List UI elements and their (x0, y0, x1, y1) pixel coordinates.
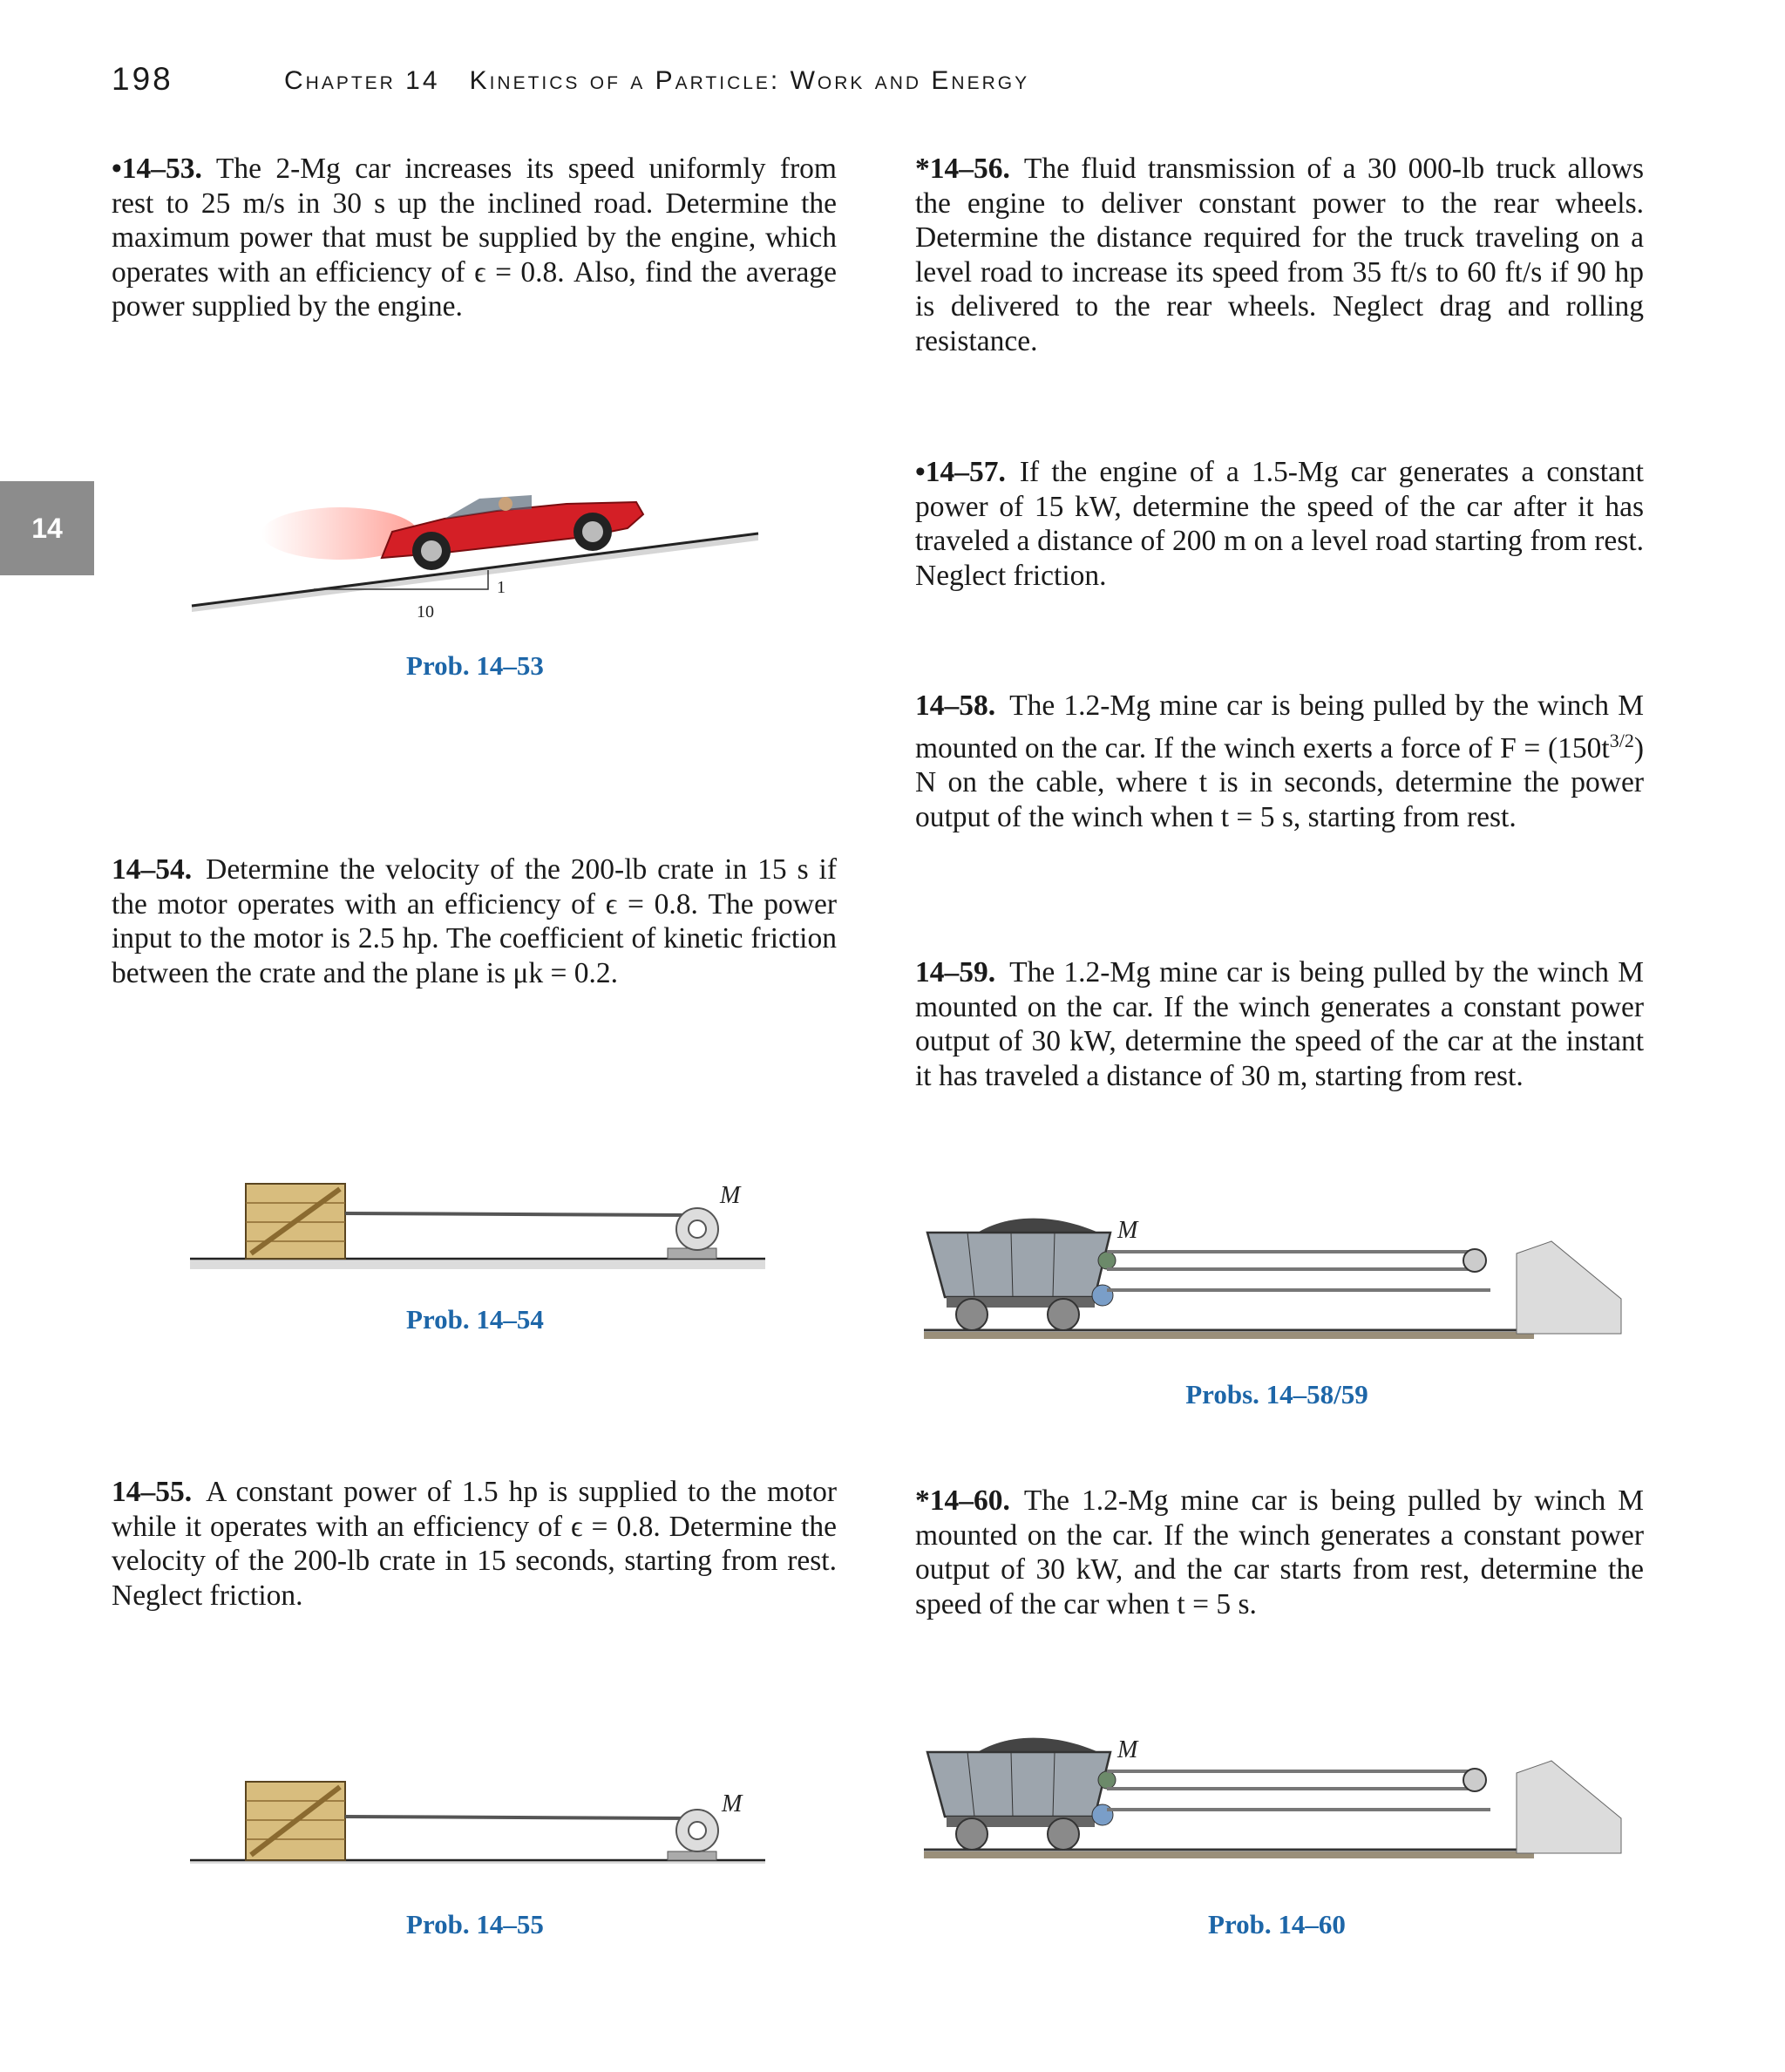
slope-rise-label: 1 (497, 578, 506, 597)
problem-number: 14–59. (915, 956, 996, 988)
page-header (0, 56, 1785, 108)
problem-14-60 (915, 1484, 1644, 1621)
problem-text: The 1.2-Mg mine car is being pulled by winch M mounted on the car. If the winch generates a constant power output of 30 kW, and the car starts from rest, determine the speed of the car when t = 5 s. (915, 1484, 1644, 1620)
problem-number: *14–60. (915, 1484, 1010, 1517)
mine-car (927, 1219, 1116, 1330)
motor-label: M (720, 1182, 741, 1209)
problem-text: The fluid transmission of a 30 000-lb truck allows the engine to deliver constant power to the rear wheels. Determine the distance required for the truck traveling on a level road to increase its speed from 35 ft/s to 60 ft/s if 90 hp is delivered to the rear wheels. Neglect drag and rolling resistance. (915, 153, 1644, 357)
problem-14-56 (915, 152, 1644, 359)
problem-text-b: ) N on the cable, where t is in seconds, determine the power output of the winch when t = 5 s, starting from rest. (915, 731, 1644, 833)
problem-number: 14–54. (112, 853, 193, 886)
winch-label: M (1117, 1217, 1138, 1244)
caption-14-55: Prob. 14–55 (406, 1909, 544, 1940)
figure-crate-motor-54 (190, 1177, 765, 1273)
problem-text: A constant power of 1.5 hp is supplied to the motor while it operates with an efficiency of ϵ = 0.8. Determine the velocity of the 200-lb crate in 15 seconds, starting from rest. Neglect friction. (112, 1476, 837, 1612)
problem-number: •14–53. (112, 153, 202, 185)
page-number: 198 (112, 61, 173, 97)
slope-run-label: 10 (417, 602, 434, 622)
problem-14-55 (112, 1475, 837, 1613)
problem-number: 14–58. (915, 690, 996, 722)
problem-text: The 2-Mg car increases its speed uniformly from rest to 25 m/s in 30 s up the inclined road. Determine the maximum power that must be supplied by the engine, which operates with an efficiency of ϵ = 0.8. Also, find the average power supplied by the engine. (112, 153, 837, 323)
problem-14-53 (112, 152, 837, 324)
problem-text: The 1.2-Mg mine car is being pulled by the winch M mounted on the car. If the winch generates a constant power output of 30 kW, determine the speed of the car at the instant it has traveled a distance of 30 m, starting from rest. (915, 956, 1644, 1092)
figure-car-incline (183, 479, 776, 636)
problem-14-59 (915, 955, 1644, 1093)
problem-number: 14–55. (112, 1476, 193, 1508)
problem-number: •14–57. (915, 456, 1006, 488)
crate (246, 1782, 345, 1860)
problem-14-54 (112, 853, 837, 990)
problem-number: *14–56. (915, 153, 1010, 185)
figure-mine-car-60 (924, 1714, 1639, 1871)
problem-14-58 (915, 689, 1644, 835)
caption-14-53: Prob. 14–53 (406, 650, 544, 681)
chapter-heading (284, 66, 1029, 96)
problem-text: If the engine of a 1.5-Mg car generates a constant power of 15 kW, determine the speed of the car after it has traveled a distance of 200 m on a level road starting from rest. Neglect friction. (915, 456, 1644, 592)
chapter-side-tab: 14 (0, 481, 94, 575)
figure-crate-motor-55 (190, 1770, 765, 1865)
caption-14-54: Prob. 14–54 (406, 1304, 544, 1335)
chapter-label: Chapter 14 (284, 66, 440, 95)
caption-14-60: Prob. 14–60 (1208, 1909, 1346, 1940)
crate (246, 1184, 345, 1259)
chapter-title: Kinetics of a Particle: Work and Energy (469, 66, 1030, 95)
problem-text-a: The 1.2-Mg mine car is being pulled by the winch M mounted on the car. If the winch exerts a force of F = (150t (915, 690, 1644, 764)
mine-car (927, 1738, 1116, 1850)
problem-text: Determine the velocity of the 200-lb crate in 15 s if the motor operates with an efficiency of ϵ = 0.8. The power input to the motor is 2.5 hp. The coefficient of kinetic friction between the crate and the plane is μk = 0.2. (112, 853, 837, 989)
motor-label: M (722, 1790, 743, 1817)
caption-14-58-59: Probs. 14–58/59 (1185, 1379, 1368, 1410)
problem-14-57 (915, 455, 1644, 593)
winch-label: M (1117, 1736, 1138, 1763)
exponent: 3/2 (1609, 729, 1634, 751)
figure-mine-car-58-59 (924, 1194, 1639, 1351)
